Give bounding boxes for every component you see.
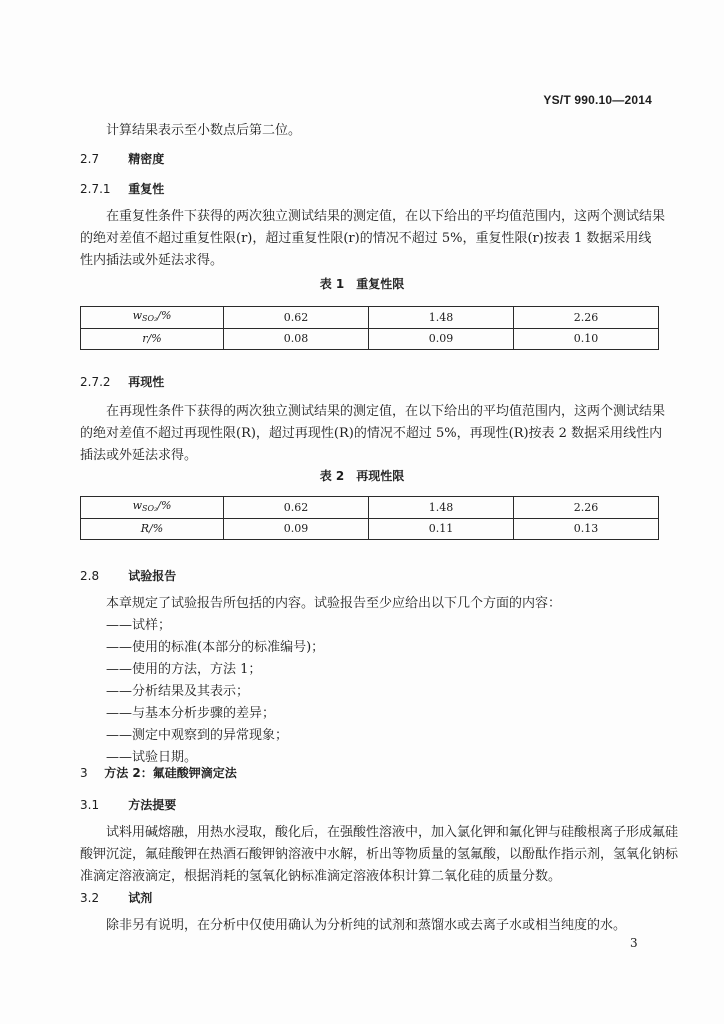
table-cell: 0.09 (224, 519, 369, 540)
paragraph-line: 的绝对差值不超过重复性限(r)，超过重复性限(r)的情况不超过 5%，重复性限(r)按表 1 数据采用线 (80, 231, 652, 246)
section-title: 再现性 (128, 375, 165, 389)
section-number: 2.7.2 (80, 375, 111, 389)
table-cell: 0.62 (224, 497, 369, 519)
table-2-caption: 表 2 再现性限 (319, 469, 405, 483)
table-cell: 0.08 (224, 329, 369, 350)
table-cell-main: w (132, 309, 142, 322)
table-row (81, 497, 659, 519)
table-row-label: r/% (81, 329, 224, 350)
reproducibility-table (80, 496, 659, 540)
table-row (81, 307, 659, 329)
table-cell-subscript: SO₂ (142, 504, 158, 513)
section-title: 试剂 (128, 891, 153, 905)
table-cell-main: w (132, 499, 142, 512)
section-title: 方法提要 (128, 798, 177, 812)
paragraph-line: 性内插法或外延法求得。 (80, 253, 224, 268)
section-number: 2.7.1 (80, 182, 111, 196)
section-3-heading (80, 763, 237, 783)
table-row-label (81, 497, 224, 519)
paragraph-line: 本章规定了试验报告所包括的内容。试验报告至少应给出以下几个方面的内容： (106, 596, 562, 611)
section-2-7-2-heading (80, 372, 164, 392)
table-row (81, 329, 659, 350)
table-cell: 0.11 (369, 519, 514, 540)
report-list-item: ——试验日期。 (106, 750, 198, 765)
section-2-8-heading (80, 566, 176, 586)
report-list-item: ——使用的标准(本部分的标准编号)； (106, 640, 325, 655)
paragraph-line: 的绝对差值不超过再现性限(R)，超过再现性(R)的情况不超过 5%，再现性(R)按表 2 数据采用线性内 (80, 426, 663, 441)
section-3-1-heading (80, 795, 176, 815)
table-cell: 2.26 (514, 307, 659, 329)
table-row (81, 519, 659, 540)
table-cell: 0.10 (514, 329, 659, 350)
section-title: 精密度 (128, 152, 165, 166)
paragraph-line: 除非另有说明，在分析中仅使用确认为分析纯的试剂和蒸馏水或去离子水或相当纯度的水。 (106, 918, 627, 933)
intro-line: 计算结果表示至小数点后第二位。 (106, 123, 302, 138)
report-list-item: ——分析结果及其表示； (106, 684, 250, 699)
report-list-item: ——使用的方法，方法 1； (106, 662, 262, 677)
section-3-2-heading (80, 888, 152, 908)
paragraph-line: 在再现性条件下获得的两次独立测试结果的测定值，在以下给出的平均值范围内，这两个测试结果 (106, 404, 666, 419)
table-cell: 1.48 (369, 307, 514, 329)
paragraph-line: 在重复性条件下获得的两次独立测试结果的测定值，在以下给出的平均值范围内，这两个测试结果 (106, 209, 666, 224)
report-list-item: ——与基本分析步骤的差异； (106, 706, 276, 721)
table-cell-unit: /% (157, 309, 172, 322)
paragraph-line: 插法或外延法求得。 (80, 448, 198, 463)
repeatability-table (80, 306, 659, 350)
table-cell-subscript: SO₂ (142, 314, 158, 323)
paragraph-line: 准滴定溶液滴定，根据消耗的氢氧化钠标准滴定溶液体积计算二氧化硅的质量分数。 (80, 869, 562, 884)
section-2-7-heading (80, 149, 164, 169)
report-list-item: ——试样； (106, 618, 172, 633)
section-title: 方法 2：氟硅酸钾滴定法 (104, 766, 237, 780)
table-row-label: R/% (81, 519, 224, 540)
table-cell: 0.09 (369, 329, 514, 350)
paragraph-line: 酸钾沉淀，氟硅酸钾在热酒石酸钾钠溶液中水解，析出等物质量的氢氟酸，以酚酞作指示剂，氢氧化钠标 (80, 847, 679, 862)
page-number: 3 (630, 936, 638, 950)
table-cell-unit: /% (157, 499, 172, 512)
section-title: 试验报告 (128, 569, 177, 583)
section-2-7-1-heading (80, 179, 164, 199)
standard-code: YS/T 990.10—2014 (543, 93, 652, 107)
section-number: 2.8 (80, 569, 100, 583)
section-number: 3.2 (80, 891, 100, 905)
section-title: 重复性 (128, 182, 165, 196)
table-cell: 0.62 (224, 307, 369, 329)
section-number: 3 (80, 766, 88, 780)
table-row-label (81, 307, 224, 329)
paragraph-line: 试料用碱熔融，用热水浸取，酸化后，在强酸性溶液中，加入氯化钾和氟化钾与硅酸根离子形成氟硅 (106, 825, 679, 840)
report-list-item: ——测定中观察到的异常现象； (106, 728, 289, 743)
table-cell: 2.26 (514, 497, 659, 519)
table-1-caption: 表 1 重复性限 (319, 277, 405, 291)
section-number: 3.1 (80, 798, 100, 812)
table-cell: 1.48 (369, 497, 514, 519)
table-cell: 0.13 (514, 519, 659, 540)
section-number: 2.7 (80, 152, 100, 166)
